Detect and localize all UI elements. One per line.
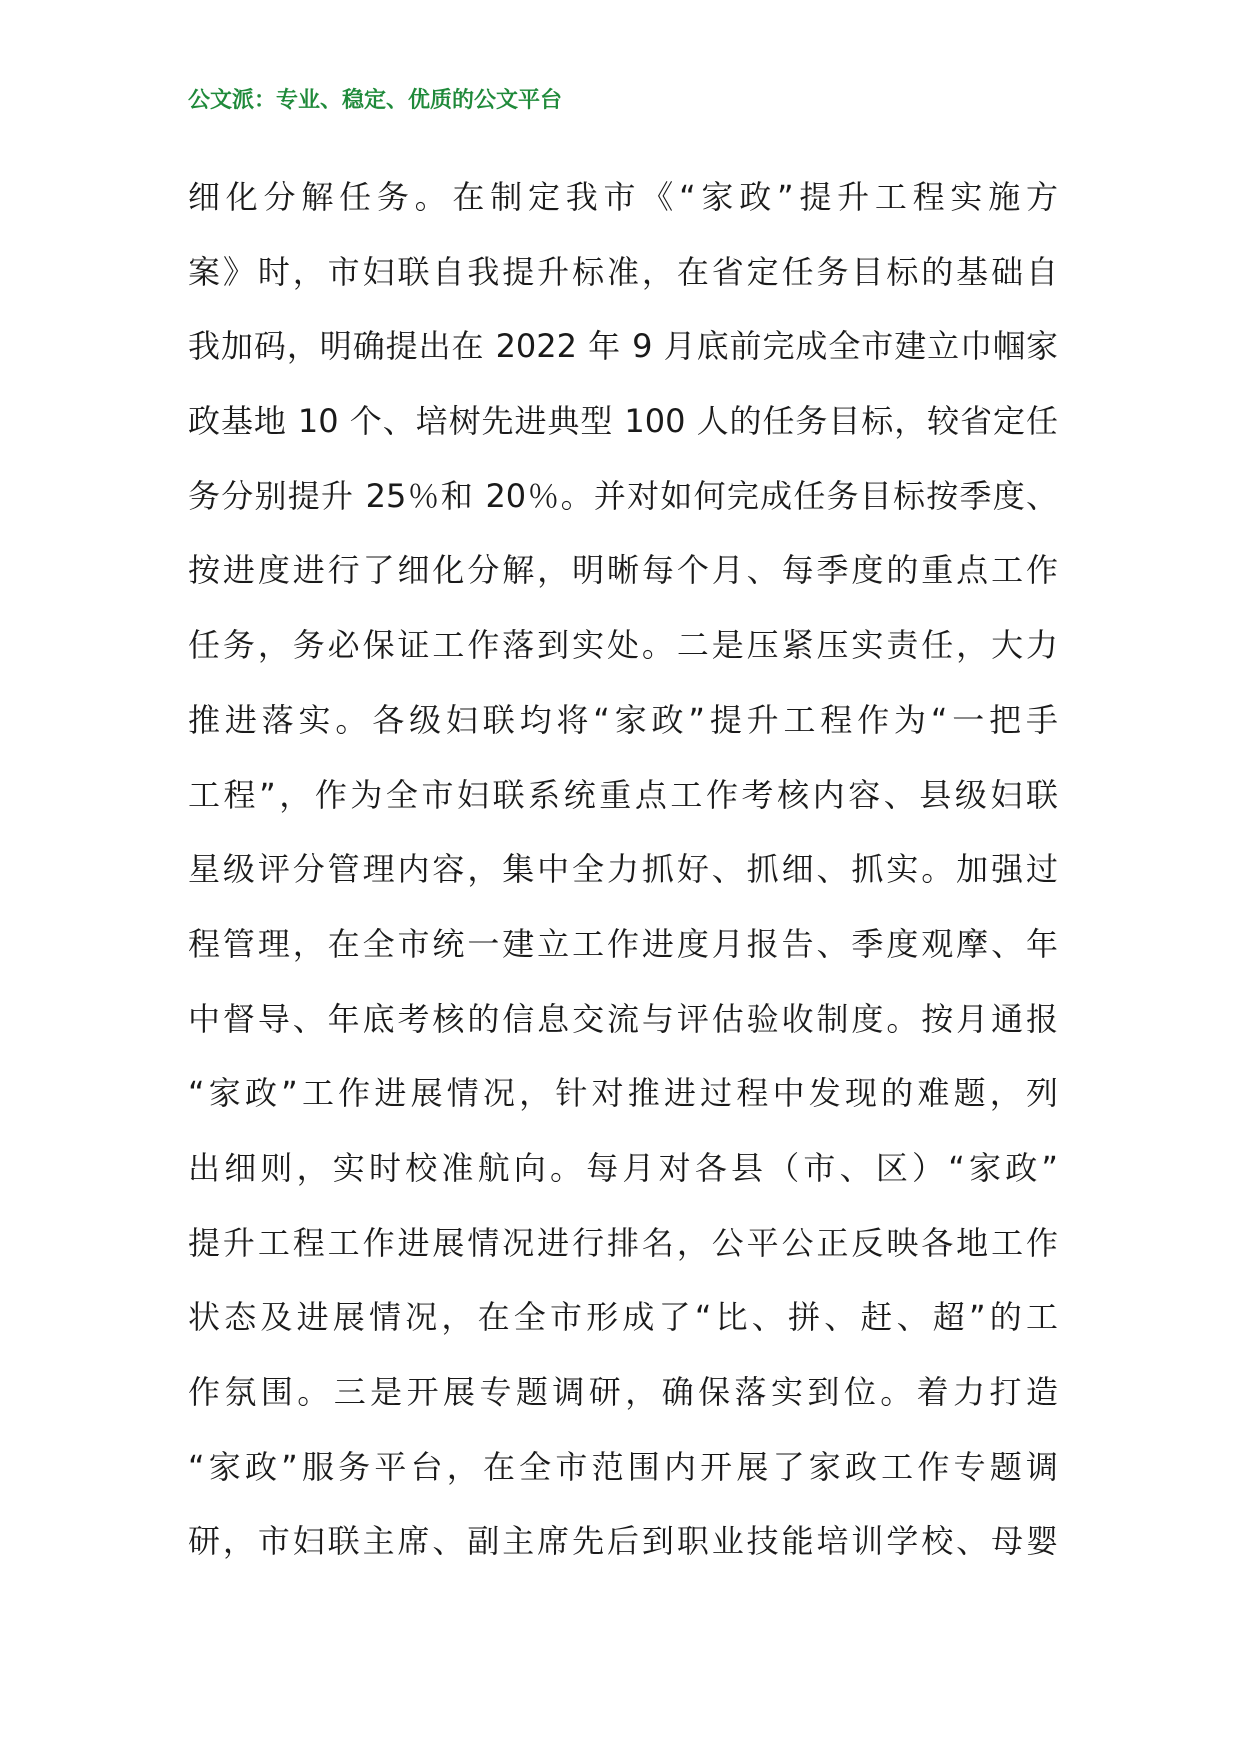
text-line: 工程”，作为全市妇联系统重点工作考核内容、县级妇联 (188, 775, 1058, 814)
text-line: 细化分解任务。在制定我市《“家政”提升工程实施方 (188, 178, 1058, 216)
text-line: 星级评分管理内容，集中全力抓好、抓细、抓实。加强过 (188, 850, 1058, 889)
text-line: 作氛围。三是开展专题调研，确保落实到位。着力打造 (188, 1373, 1058, 1411)
text-line: 研，市妇联主席、副主席先后到职业技能培训学校、母婴 (188, 1522, 1058, 1561)
text-line: 按进度进行了细化分解，明晰每个月、每季度的重点工作 (188, 551, 1058, 590)
text-line: “家政”服务平台，在全市范围内开展了家政工作专题调 (188, 1447, 1058, 1486)
text-line: 出细则，实时校准航向。每月对各县（市、区）“家政” (188, 1148, 1058, 1187)
body-text (188, 160, 1058, 1579)
text-line: 任务，务必保证工作落到实处。二是压紧压实责任，大力 (188, 626, 1058, 665)
header-title: 公文派：专业、稳定、优质的公文平台 (188, 88, 563, 113)
text-line: “家政”工作进展情况，针对推进过程中发现的难题，列 (188, 1074, 1058, 1113)
text-line: 政基地 10 个、培树先进典型 100 人的任务目标，较省定任 (188, 402, 1058, 441)
text-line: 推进落实。各级妇联均将“家政”提升工程作为“一把手 (188, 700, 1058, 739)
text-line: 提升工程工作进展情况进行排名，公平公正反映各地工作 (188, 1223, 1058, 1262)
text-line: 务分别提升 25％和 20％。并对如何完成任务目标按季度、 (188, 476, 1058, 515)
text-line: 中督导、年底考核的信息交流与评估验收制度。按月通报 (188, 999, 1058, 1038)
text-line: 程管理，在全市统一建立工作进度月报告、季度观摩、年 (188, 924, 1058, 963)
text-line: 案》时，市妇联自我提升标准，在省定任务目标的基础自 (188, 252, 1058, 291)
text-line: 状态及进展情况，在全市形成了“比、拼、赶、超”的工 (188, 1298, 1058, 1337)
text-line: 我加码，明确提出在 2022 年 9 月底前完成全市建立巾帼家 (188, 327, 1058, 366)
